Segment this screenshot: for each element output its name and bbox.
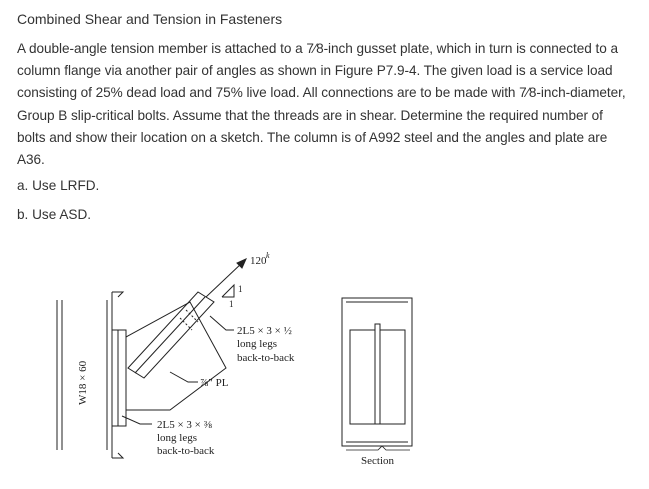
- gusset-plate: [112, 292, 226, 426]
- svg-text:back-to-back: back-to-back: [237, 352, 295, 364]
- figure-p7-9-4: [0, 240, 649, 489]
- member-angles-label: [237, 325, 295, 364]
- column-label: W18 × 60: [77, 360, 89, 405]
- svg-text:back-to-back: back-to-back: [157, 445, 215, 457]
- column-elevation: [57, 292, 123, 458]
- svg-text:long legs: long legs: [157, 432, 198, 444]
- problem-statement: A double-angle tension member is attached to a 7⁄8-inch gusset plate, which in turn is connected to a column flange via another pair of angles as shown in Figure P7.9-4. The given load is a service load consisting of 25% dead load and 75% live load. All connections are to be made with 7⁄8-inch-diameter, Group B slip-critical bolts. Assume that the threads are in shear. Determine the required number of bolts and show their location on a sketch. The column is of A992 steel and the angles and plate are A36.: [17, 41, 626, 168]
- slope-rise: 1: [238, 284, 243, 294]
- section-label: Section: [361, 455, 394, 467]
- load-value: 120: [250, 255, 267, 267]
- problem-title: Combined Shear and Tension in Fasteners: [17, 11, 283, 27]
- load-unit: k: [266, 251, 270, 260]
- leaders: [122, 316, 234, 424]
- slope-run: 1: [229, 299, 234, 309]
- svg-text:long legs: long legs: [237, 338, 278, 350]
- section-view: [342, 298, 412, 450]
- svg-text:2L5 × 3 × ⅜: 2L5 × 3 × ⅜: [157, 419, 212, 431]
- connection-angles-label: [157, 419, 215, 457]
- part-a-lrfd: a. Use LRFD.: [17, 178, 100, 193]
- part-b-asd: b. Use ASD.: [17, 207, 92, 222]
- svg-text:2L5 × 3 × ½: 2L5 × 3 × ½: [237, 325, 292, 337]
- plate-label: ⅞″ PL: [200, 377, 229, 389]
